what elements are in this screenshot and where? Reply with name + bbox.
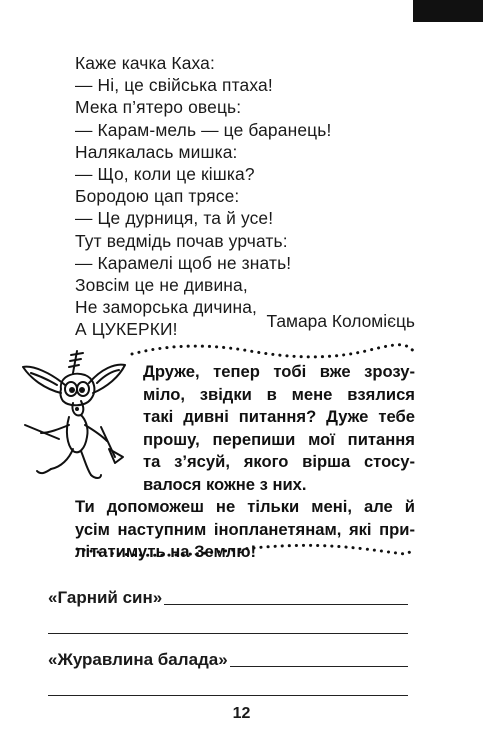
- poem-line: Бородою цап трясе:: [75, 186, 240, 207]
- poem-line: Каже качка Каха:: [75, 53, 215, 73]
- poem-line: — Що, коли це кішка?: [75, 164, 255, 185]
- corner-mark: [413, 0, 483, 22]
- poem-line: — Ні, це свійська птаха!: [75, 75, 273, 96]
- poem-line: Налякалась мишка:: [75, 141, 238, 162]
- poem-line: — Карамелі щоб не знать!: [75, 252, 292, 273]
- speech-line: та з’ясуй, якого вірша стосу-: [143, 452, 415, 472]
- poem-line: Зовсім це не дивина,: [75, 275, 248, 296]
- answer-line-extra[interactable]: [48, 695, 408, 696]
- alien-character-icon: [15, 345, 133, 485]
- poem-author: Тамара Коломієць: [266, 311, 415, 331]
- poem-line: — Карам-мель — це баранець!: [75, 119, 332, 140]
- speech-line: Друже, тепер тобі вже зрозу-: [143, 362, 415, 381]
- answer-line[interactable]: [164, 604, 408, 605]
- answer-line[interactable]: [230, 666, 408, 667]
- alien-speech-narrow: [143, 361, 415, 497]
- speech-line: міло, звідки в мене взялися: [143, 384, 415, 404]
- answer-field-1[interactable]: [48, 588, 408, 608]
- speech-line: усім наступним інопланетянам, які при-: [75, 519, 415, 539]
- poem-line: Мека п’ятеро овець:: [75, 97, 242, 118]
- poem-line: Тут ведмідь почав урчать:: [75, 230, 288, 251]
- answer-field-2[interactable]: [48, 650, 408, 670]
- poem: [75, 52, 415, 341]
- poem-line: А ЦУКЕРКИ!: [75, 319, 178, 340]
- speech-line: прошу, перепиши мої питання: [143, 429, 415, 449]
- speech-line: такі дивні питання? Дуже тебе: [143, 407, 415, 427]
- wavy-dotted-border-bottom: [75, 541, 415, 561]
- speech-line: Ти допоможеш не тільки мені, але й: [75, 497, 415, 516]
- answer-label: «Журавлина балада»: [48, 650, 228, 669]
- answer-line-extra[interactable]: [48, 633, 408, 634]
- page-number: 12: [232, 705, 251, 722]
- speech-line: літатимуть на Землю!: [75, 542, 257, 562]
- speech-line: валося кожне з них.: [143, 474, 307, 494]
- poem-line: — Це дурниця, та й усе!: [75, 208, 274, 229]
- poem-line: Не заморська дичина,: [75, 297, 258, 318]
- answer-label: «Гарний син»: [48, 588, 163, 607]
- wavy-dotted-border-top: [130, 342, 420, 362]
